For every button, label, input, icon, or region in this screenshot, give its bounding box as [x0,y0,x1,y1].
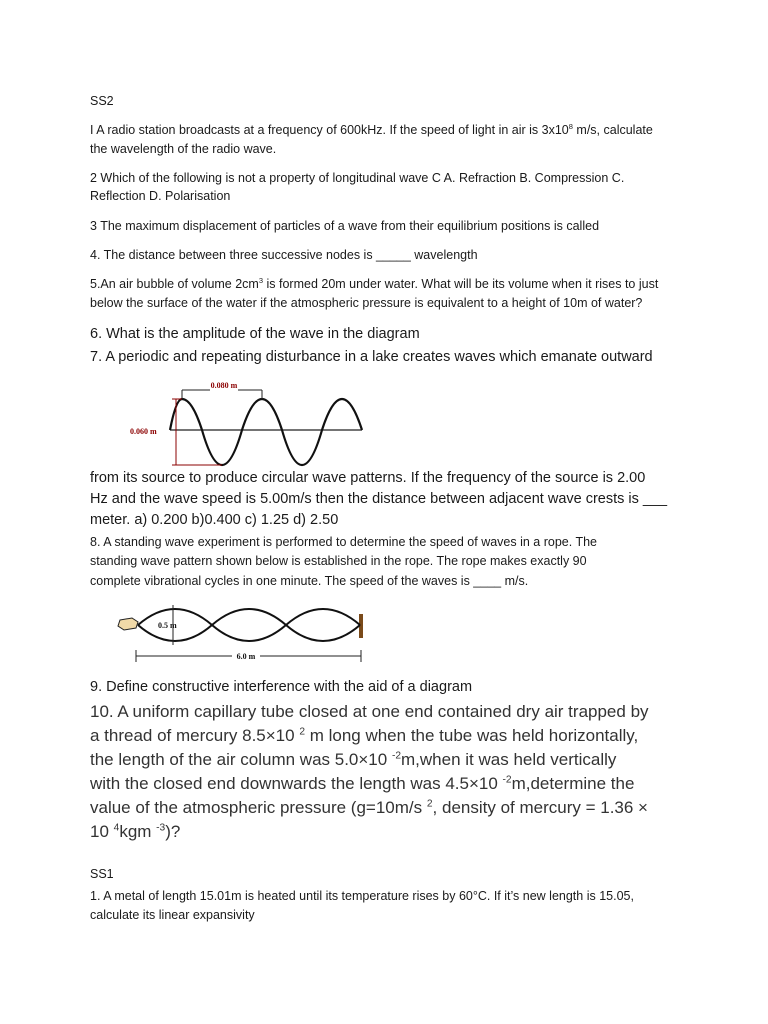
question-8-line-1: 8. A standing wave experiment is performed to determine the speed of waves in a rope. The [90,535,598,549]
ss2-heading: SS2 [90,94,114,108]
question-8-line-3: complete vibrational cycles in one minute. The speed of the waves is ____ m/s. [90,574,529,588]
length-label: 6.0 m [236,652,256,661]
question-10-line-3: the length of the air column was 5.0×10 $^{-2}$m,when it was held vertically [90,750,617,769]
question-9: 9. Define constructive interference with the aid of a diagram [90,679,473,695]
amplitude-label: 0.5 m [158,621,177,630]
height-label: 0.060 m [130,427,157,436]
ss1-question-1-line-2: calculate its linear expansivity [90,908,255,922]
question-5-line-1: 5.An air bubble of volume $2cm^3$ is formed 20m under water. What will be its volume when it rises to just [90,275,659,291]
question-4: 4. The distance between three successive nodes is _____ wavelength [90,248,478,262]
question-7-line-1: 7. A periodic and repeating disturbance in a lake creates waves which emanate outward [90,349,653,365]
question-8-line-2: standing wave pattern shown below is established in the rope. The rope makes exactly 90 [90,554,587,568]
ss1-question-1-line-1: 1. A metal of length 15.01m is heated until its temperature rises by 60°C. If it’s new length is 15.05, [90,889,634,903]
question-1-line-2: the wavelength of the radio wave. [90,142,277,156]
question-10-line-1: 10. A uniform capillary tube closed at one end contained dry air trapped by [90,702,649,721]
wavelength-label: 0.080 m [210,381,238,390]
question-10-line-4: with the closed end downwards the length was 4.5×10 $^{-2}$m,determine the [90,774,635,793]
question-7-line-4: meter. a) 0.200 b)0.400 c) 1.25 d) 2.50 [90,512,339,528]
wave-curve [170,399,362,465]
wave-diagram [130,375,370,470]
standing-wave-diagram [112,600,372,670]
question-2-line-1: 2 Which of the following is not a property of longitudinal wave C A. Refraction B. Compression C. [90,171,625,185]
question-2-line-2: Reflection D. Polarisation [90,189,231,203]
question-3: 3 The maximum displacement of particles of a wave from their equilibrium positions is called [90,219,600,233]
question-10-line-2: a thread of mercury 8.5×10 $^2$ m long when the tube was held horizontally, [90,726,639,745]
question-5-line-2: below the surface of the water if the atmospheric pressure is equivalent to a height of 10m of water? [90,296,643,310]
ss1-heading: SS1 [90,867,114,881]
question-10-line-6: 10 $^4$kgm $^{-3}$)? [90,822,181,841]
question-6: 6. What is the amplitude of the wave in the diagram [90,326,420,342]
question-10-line-5: value of the atmospheric pressure (g=10m/s $^2$, density of mercury = 1.36 × [90,798,648,817]
question-1-line-1: I A radio station broadcasts at a frequency of 600kHz. If the speed of light in air is $3x10^8$ m/s, calculate [90,121,653,137]
question-7-line-2: from its source to produce circular wave patterns. If the frequency of the source is 2.00 [90,470,646,486]
hand-icon [118,618,138,630]
question-7-line-3: Hz and the wave speed is 5.00m/s then the distance between adjacent wave crests is ___ [90,491,668,507]
